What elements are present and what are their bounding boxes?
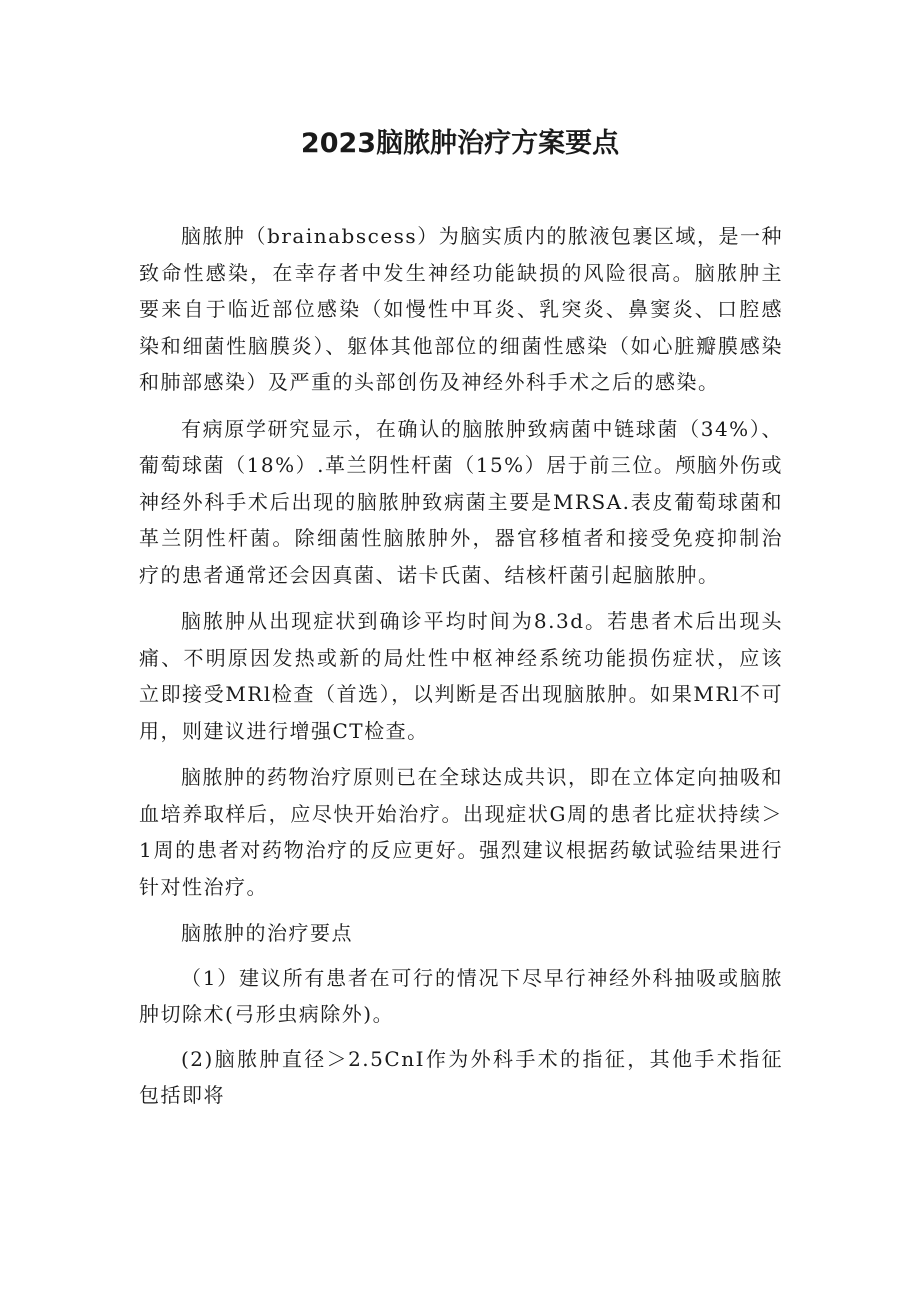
treatment-point-1: （1）建议所有患者在可行的情况下尽早行神经外科抽吸或脑脓肿切除术(弓形虫病除外)。 <box>139 965 783 1026</box>
document-body <box>139 218 783 1114</box>
paragraph-diagnosis: 脑脓肿从出现症状到确诊平均时间为8.3d。若患者术后出现头痛、不明原因发热或新的局灶性中枢神经系统功能损伤症状，应该立即接受MRl检查（首选），以判断是否出现脑脓肿。如果MRl不可用，则建议进行增强CT检查。 <box>139 609 783 743</box>
paragraph-intro: 脑脓肿（brainabscess）为脑实质内的脓液包裹区域，是一种致命性感染，在幸存者中发生神经功能缺损的风险很高。脑脓肿主要来自于临近部位感染（如慢性中耳炎、乳突炎、鼻窦炎、口腔感染和细菌性脑膜炎）、躯体其他部位的细菌性感染（如心脏瓣膜感染和肺部感染）及严重的头部创伤及神经外科手术之后的感染。 <box>139 224 783 394</box>
section-heading-treatment-points: 脑脓肿的治疗要点 <box>181 921 353 945</box>
paragraph-drug-therapy: 脑脓肿的药物治疗原则已在全球达成共识，即在立体定向抽吸和血培养取样后，应尽快开始治疗。出现症状G周的患者比症状持续＞1周的患者对药物治疗的反应更好。强烈建议根据药敏试验结果进行针对性治疗。 <box>139 765 783 899</box>
paragraph-pathogens: 有病原学研究显示，在确认的脑脓肿致病菌中链球菌（34%）、葡萄球菌（18%）.革兰阴性杆菌（15%）居于前三位。颅脑外伤或神经外科手术后出现的脑脓肿致病菌主要是MRSA.表皮葡萄球菌和革兰阴性杆菌。除细菌性脑脓肿外，器官移植者和接受免疫抑制治疗的患者通常还会因真菌、诺卡氏菌、结核杆菌引起脑脓肿。 <box>139 416 783 587</box>
document-title: 2023脑脓肿治疗方案要点 <box>300 128 620 159</box>
treatment-point-2: (2)脑脓肿直径＞2.5CnI作为外科手术的指征，其他手术指征包括即将 <box>139 1046 783 1107</box>
